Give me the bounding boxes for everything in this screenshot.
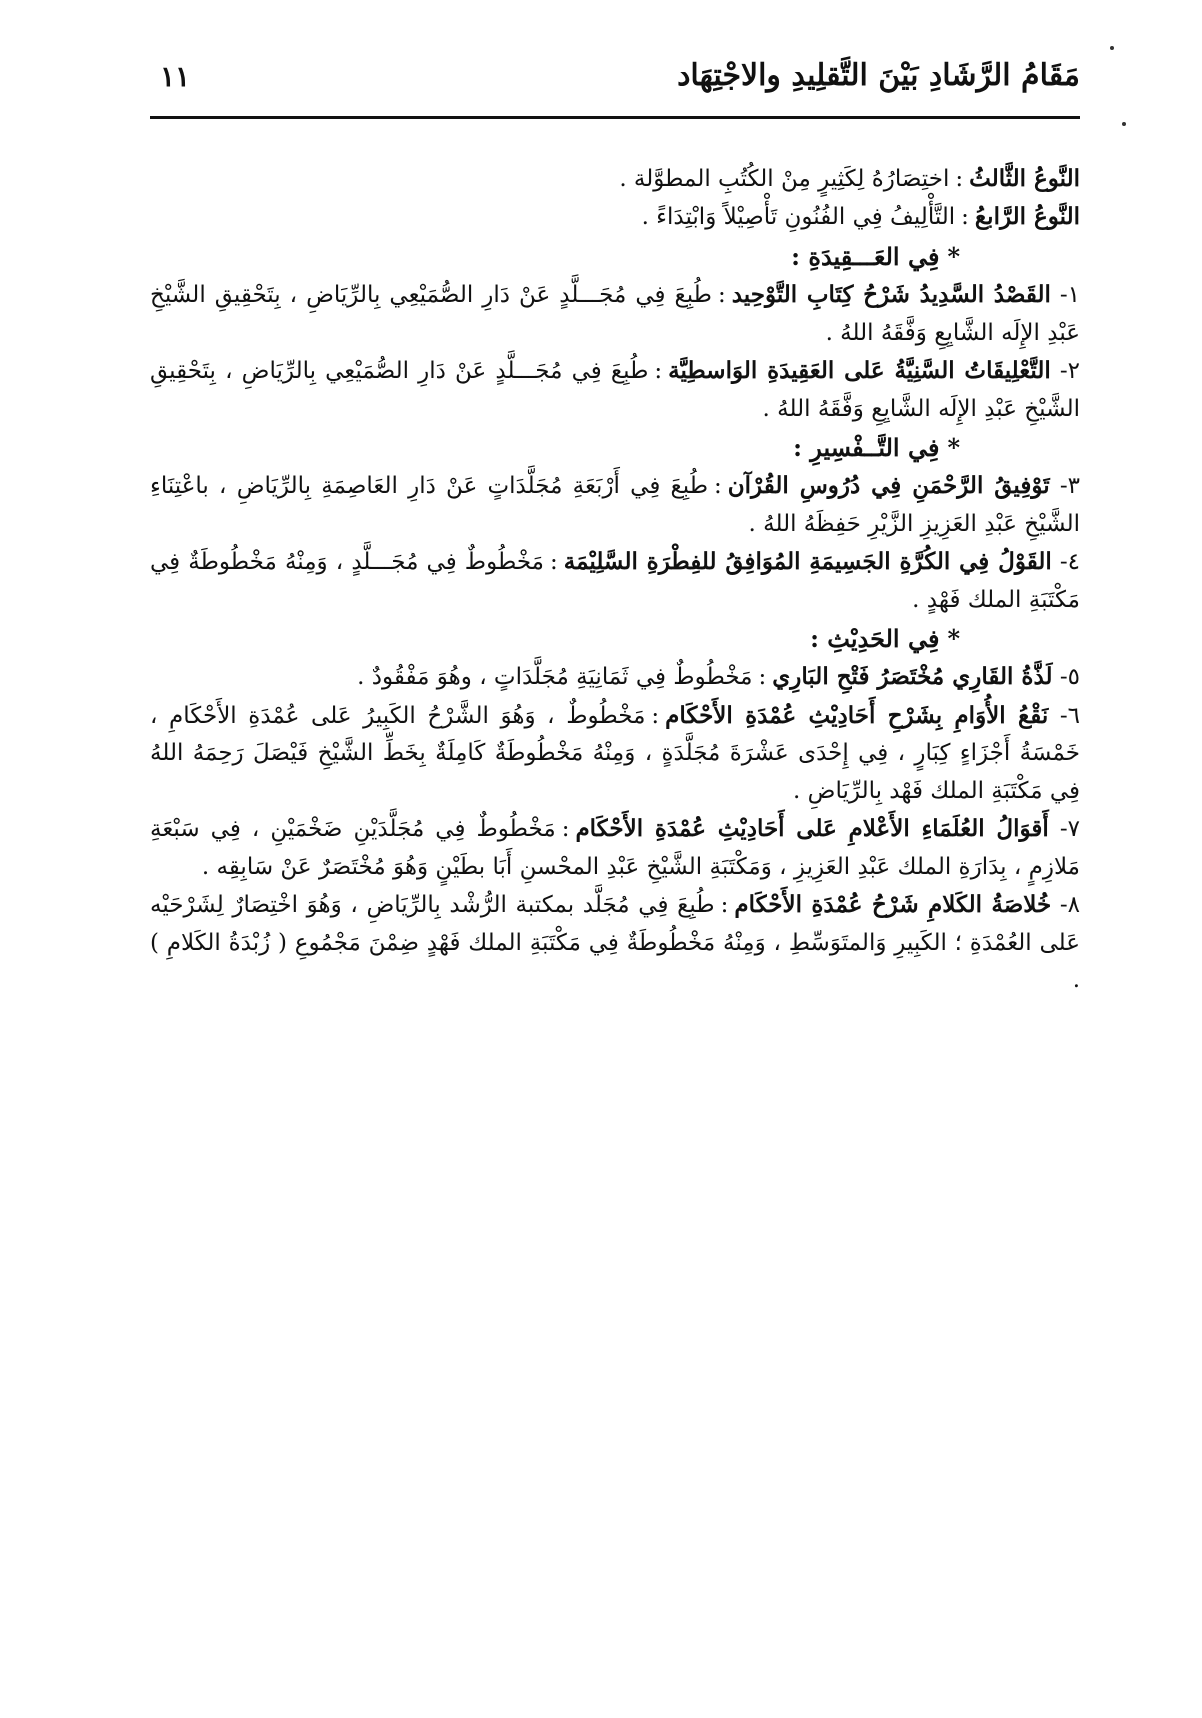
page-number: ١١ [160,60,191,93]
item-title: القَوْلُ فِي الكُرَّةِ الجَسِيمَةِ المُوَافِقُ للفِطْرَةِ السَّلِيْمَة [563,548,1052,576]
scan-speck [1110,46,1114,50]
paragraph [150,198,1080,236]
item-number: ٨- [1059,892,1080,919]
item-title: لَذَّةُ القَارِي مُخْتَصَرُ فَتْحِ البَارِي [772,663,1053,691]
item-number: ٢- [1059,358,1081,385]
header-rule [150,116,1080,119]
item-text: مَخْطُوطٌ فِي مُجَـــلَّدٍ ، وَمِنْهُ مَخْطُوطَةٌ فِي مَكْتَبَةِ الملك فَهْدٍ . [150,549,1080,613]
item-number: ٧- [1059,816,1080,843]
separator: : [651,702,660,729]
paragraph-text: التَّأْلِيفُ فِي الفُنُونِ تَأْصِيْلاً وَابْتِدَاءً . [641,204,956,231]
item-number: ٥- [1059,664,1080,691]
section-heading [150,619,1080,658]
section-star: * [947,241,960,271]
item-title: خُلاصَةُ الكَلامِ شَرْحُ عُمْدَةِ الأَحْكَام [734,891,1052,919]
item-title: التَّعْلِيقَاتُ السَّنِيَّةُ عَلى العَقِيدَةِ الوَاسطِيَّة [668,357,1051,385]
list-item [150,543,1080,619]
separator: : [654,358,663,385]
item-number: ٤- [1059,549,1080,576]
running-title: مَقَامُ الرَّشَادِ بَيْنَ التَّقلِيدِ والاجْتِهَاد [677,58,1080,93]
page-header [150,52,1080,112]
list-item [150,467,1080,543]
separator: : [550,549,558,576]
section-star: * [947,433,960,463]
item-number: ٦- [1059,702,1081,729]
list-item [150,658,1080,696]
section-heading [150,428,1080,467]
separator: : [955,166,964,192]
item-number: ١- [1059,282,1081,309]
item-text: طُبِعَ فِي مُجَـــلَّدٍ عَنْ دَارِ الصُّمَيْعِي بِالرِّيَاضِ ، بِتَحْقِيقِ الشَّيْخِ عَبْدِ الإِلَه الشَّايِعِ وَفَّقَهُ اللهُ . [150,358,1080,422]
paragraph [150,160,1080,198]
separator: : [720,892,729,919]
list-item [150,276,1080,352]
section-title: فِي الحَدِيْثِ : [810,624,940,654]
body-text [150,160,1080,1000]
separator: : [717,282,726,309]
list-item [150,697,1080,810]
list-item [150,810,1080,886]
item-number: ٣- [1059,473,1080,500]
list-item [150,352,1080,428]
separator: : [961,204,969,231]
section-star: * [947,624,960,654]
paragraph-heading: النَّوعُ الثَّالثُ [969,165,1080,192]
item-title: القَصْدُ السَّدِيدُ شَرْحُ كِتَابِ التَّوْحِيد [731,281,1051,309]
item-text: طُبِعَ فِي مُجَلَّد بمكتبة الرُّشْد بِالرِّيَاضِ ، وَهُوَ اخْتِصَارٌ لِشَرْحَيْه عَلى العُمْدَةِ ؛ الكَبِيرِ وَالمتَوَسِّطِ ، وَمِنْهُ مَخْطُوطَةٌ فِي مَكْتَبَةِ الملك فَهْدٍ ضِمْنَ مَجْمُوعِ ( زُبْدَةُ الكَلامِ ) . [150,892,1080,994]
separator: : [758,664,767,691]
item-text: طُبِعَ فِي أَرْبَعَةِ مُجَلَّدَاتٍ عَنْ دَارِ العَاصِمَةِ بِالرِّيَاضِ ، باعْتِنَاءِ الشَّيْخِ عَبْدِ العَزِيزِ الزَّيْرِ حَفِظَهُ اللهُ . [150,473,1080,537]
section-title: فِي التَّــفْسِيرِ : [793,433,940,463]
item-title: أَقوَالُ العُلَمَاءِ الأَعْلامِ عَلى أَحَادِيْثِ عُمْدَةِ الأَحْكَام [575,815,1049,843]
separator: : [714,473,722,500]
list-item [150,886,1080,999]
item-text: مَخْطُوطٌ ، وَهُوَ الشَّرْحُ الكَبِيرُ عَلى عُمْدَةِ الأَحْكَامِ ، خَمْسَةُ أَجْزَاءٍ كِبَارٍ ، فِي إِحْدَى عَشْرَةَ مُجَلَّدَةٍ ، وَمِنْهُ مَخْطُوطَةٌ كَامِلَةٌ بِخَطِّ الشَّيْخِ فَيْصَلَ رَحِمَهُ اللهُ فِي مَكْتَبَةِ الملك فَهْد بِالرِّيَاضِ . [150,702,1080,804]
scan-speck [1122,122,1126,126]
item-text: مَخْطُوطٌ فِي مُجَلَّدَيْنِ ضَخْمَيْنِ ، فِي سَبْعَةِ مَلازِمٍ ، بِدَارَةِ الملك عَبْدِ العَزِيزِ ، وَمَكْتَبَةِ الشَّيْخِ عَبْدِ المحْسنِ أَبَا بطَيْنٍ وَهُوَ مُخْتَصَرٌ عَنْ سَابِقِه . [150,816,1080,880]
paragraph-text: اختِصَارُهُ لِكَثِيرٍ مِنْ الكُتُبِ المطوَّلة . [619,166,950,192]
section-title: فِي العَـــقِيدَةِ : [791,241,940,271]
item-text: طُبِعَ فِي مُجَـــلَّدٍ عَنْ دَارِ الصُّمَيْعِي بِالرِّيَاضِ ، بِتَحْقِيقِ الشَّيْخِ عَبْدِ الإِلَه الشَّايِعِ وَفَّقَهُ اللهُ . [150,282,1080,346]
section-heading [150,237,1080,276]
item-text: مَخْطُوطٌ فِي ثَمَانِيَةِ مُجَلَّدَاتٍ ، وهُوَ مَفْقُودٌ . [357,664,753,691]
item-title: نَقْعُ الأُوَامِ بِشَرْحِ أَحَادِيْثِ عُمْدَةِ الأَحْكَام [665,701,1049,729]
separator: : [561,816,570,843]
paragraph-heading: النَّوعُ الرَّابعُ [974,203,1080,231]
item-title: تَوْفِيقُ الرَّحْمَنِ فِي دُرُوسِ القُرْآن [727,472,1050,500]
